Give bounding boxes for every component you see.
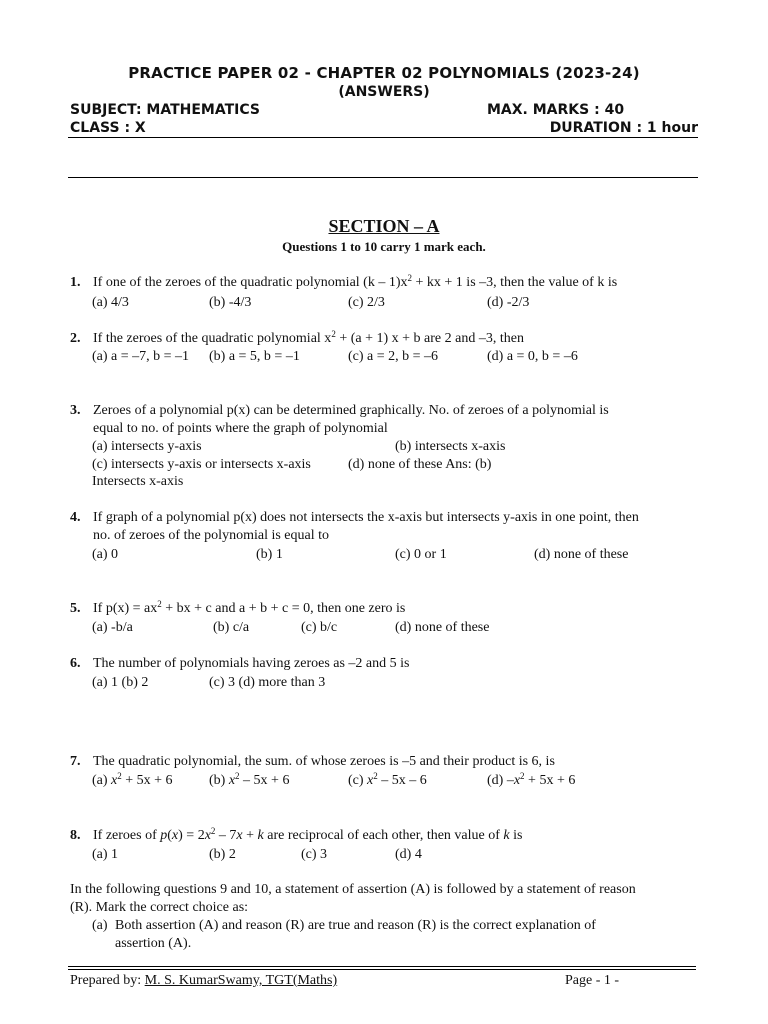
assertion-option-a-line-1: Both assertion (A) and reason (R) are true and reason (R) is the correct explanation of [115,918,596,933]
paper-subtitle: (ANSWERS) [338,84,430,100]
q3-option-a: (a) intersects y-axis [92,439,202,454]
q7-option-c: (c) $x^2 - 5x - 6$ [348,771,427,788]
q8-option-d: (d) 4 [395,847,422,862]
question-text: If $p(x) = ax^2$ + bx + c and a + b + c = 0, then one zero is [93,599,406,616]
q4-option-c: (c) 0 or 1 [395,547,447,562]
duration-label: DURATION : 1 hour [549,120,698,136]
question-number: 1. [70,275,81,290]
assertion-instructions-line-2: (R). Mark the correct choice as: [70,900,249,915]
q7-option-a: (a) $x^2 + 5x + 6$ [92,771,173,788]
q3-answer: Intersects x-axis [92,474,184,489]
question-text-line-1: Zeroes of a polynomial p(x) can be determined graphically. No. of zeroes of a polynomial is [93,403,609,418]
question-number: 3. [70,403,81,418]
q6-option-c: (c) 3 (d) more than 3 [209,675,326,690]
footer-rule-top [68,966,696,967]
q8-option-a: (a) 1 [92,847,119,862]
author-name: M. S. KumarSwamy, TGT(Maths) [144,973,338,988]
q3-option-c: (c) intersects y-axis or intersects x-axis [92,457,311,472]
header-rule-top [68,137,698,138]
section-note: Questions 1 to 10 carry 1 mark each. [282,239,486,254]
q8-option-b: (b) 2 [209,847,236,862]
q7-option-b: (b) $x^2 - 5x + 6$ [209,771,290,788]
q5-option-d: (d) none of these [395,620,490,635]
question-number: 6. [70,656,81,671]
max-marks-label: MAX. MARKS : 40 [487,102,625,118]
q4-option-a: (a) 0 [92,547,119,562]
header-rule-bottom [68,177,698,178]
question-text: The number of polynomials having zeroes as –2 and 5 is [93,656,410,671]
q7-option-d: (d) $-x^2 + 5x + 6$ [487,771,576,788]
q5-option-c: (c) b/c [301,620,338,635]
question-number: 8. [70,828,81,843]
q5-option-b: (b) c/a [213,620,250,635]
question-text-line-1: If graph of a polynomial p(x) does not intersects the x-axis but intersects y-axis in one point, then [93,510,639,525]
q6-option-a: (a) 1 (b) 2 [92,675,149,690]
q4-option-b: (b) 1 [256,547,283,562]
q3-option-b: (b) intersects x-axis [395,439,506,454]
question-number: 4. [70,510,81,525]
question-text-line-2: no. of zeroes of the polynomial is equal to [93,528,329,543]
footer-rule-bottom [68,969,696,970]
question-number: 2. [70,331,81,346]
question-text: If the zeroes of the quadratic polynomial $x^2 + (a + 1) x + b$ are 2 and –3, then [93,329,524,346]
question-text: If one of the zeroes of the quadratic polynomial $(k - 1)x^2$ + kx + 1 is –3, then the value of k is [93,273,618,290]
q1-option-b: (b) -4/3 [209,295,252,310]
q4-option-d: (d) none of these [534,547,629,562]
question-text: If zeroes of $p(x) = 2x^2 - 7x + k$ are reciprocal of each other, then value of k is [93,826,523,843]
q5-option-a: (a) -b/a [92,620,133,635]
subject-label: SUBJECT: MATHEMATICS [70,102,260,118]
question-text-line-2: equal to no. of points where the graph of polynomial [93,421,388,436]
class-label: CLASS : X [70,120,146,136]
q8-option-c: (c) 3 [301,847,328,862]
q2-option-a: (a) a = –7, b = –1 [92,349,190,364]
q1-option-c: (c) 2/3 [348,295,385,310]
assertion-option-a-line-2: assertion (A). [115,936,192,951]
section-title: SECTION – A [328,216,440,236]
question-number: 7. [70,754,81,769]
prepared-by-label: Prepared by: [70,973,145,988]
q3-option-d: (d) none of these Ans: (b) [348,457,492,472]
page-number: Page - 1 - [565,973,620,988]
assertion-instructions-line-1: In the following questions 9 and 10, a statement of assertion (A) is followed by a statement of reason [70,882,636,897]
q1-option-a: (a) 4/3 [92,295,129,310]
footer-prepared-by [70,973,337,989]
paper-title: PRACTICE PAPER 02 - CHAPTER 02 POLYNOMIALS (2023-24) [128,64,640,82]
question-text: The quadratic polynomial, the sum. of whose zeroes is –5 and their product is 6, is [93,754,555,769]
q2-option-b: (b) a = 5, b = –1 [209,349,300,364]
assertion-option-a-label: (a) [92,918,108,933]
q1-option-d: (d) -2/3 [487,295,530,310]
question-number: 5. [70,601,81,616]
q2-option-c: (c) a = 2, b = –6 [348,349,439,364]
q2-option-d: (d) a = 0, b = –6 [487,349,578,364]
